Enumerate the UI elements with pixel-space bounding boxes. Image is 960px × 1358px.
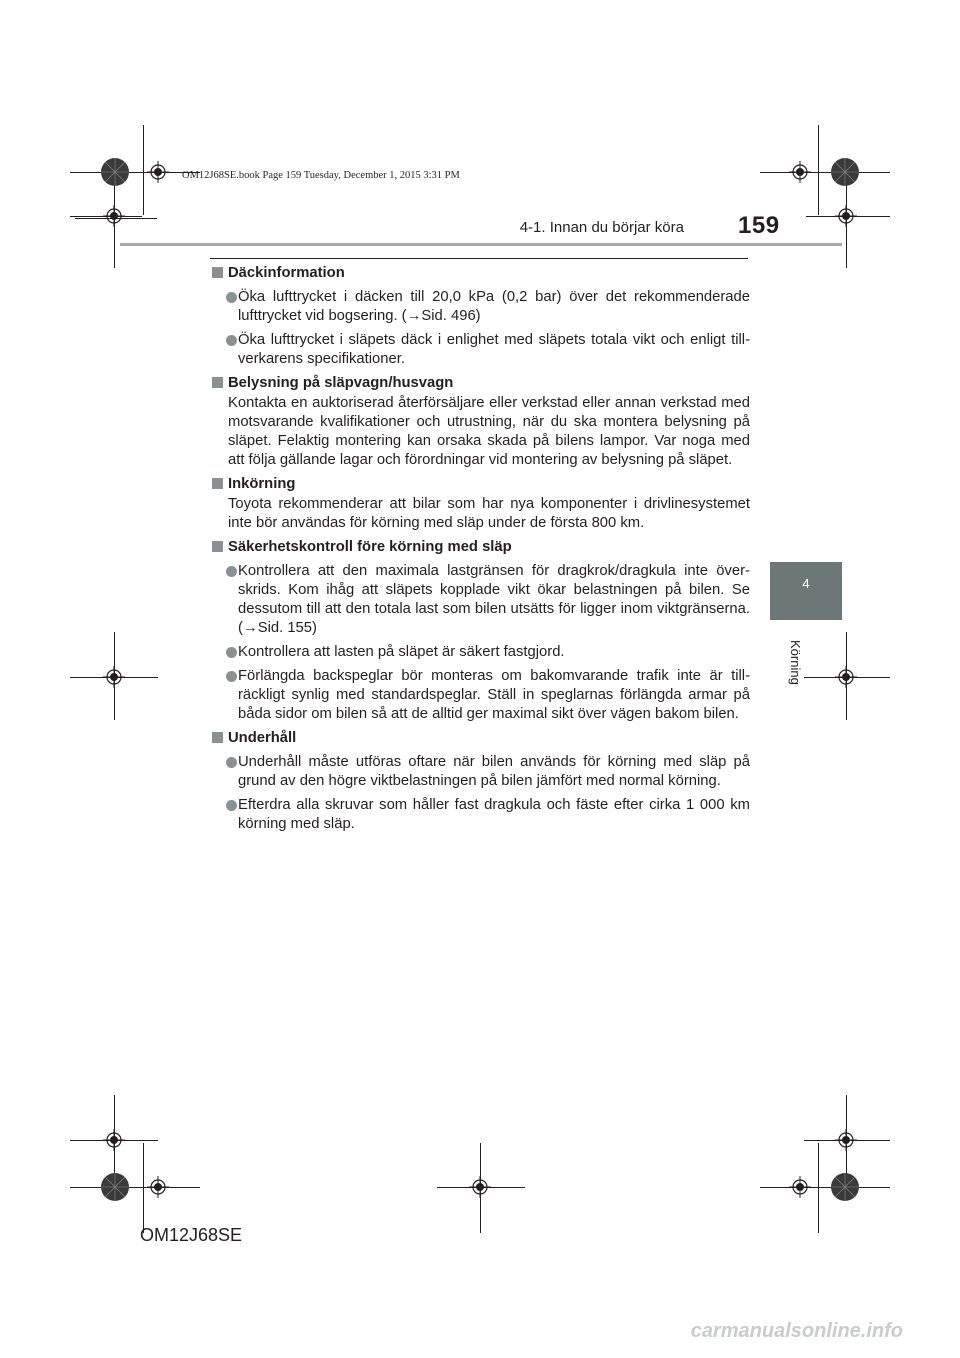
registration-target-icon (103, 666, 125, 688)
section-heading (210, 264, 750, 283)
bullet-text: Öka lufttrycket i släpets däck i enlighet med släpets totala vikt och enligt till-verkarens specifikationer. (238, 332, 750, 367)
circle-bullet-icon (226, 335, 237, 346)
registration-target-icon (147, 1176, 169, 1198)
page-content (210, 264, 750, 834)
chapter-number: 4 (802, 576, 810, 591)
circle-bullet-icon (226, 292, 237, 303)
circle-bullet-icon (226, 800, 237, 811)
square-bullet-icon (212, 732, 223, 743)
registration-target-icon (103, 205, 125, 227)
bullet-item (210, 753, 750, 791)
bullet-item (210, 667, 750, 724)
registration-target-icon (469, 1176, 491, 1198)
paragraph: Kontakta en auktoriserad återförsäljare eller verkstad eller annan verkstad med motsvarande kvalifikationer och utrustning, när du ska montera belysning på släpet. Felaktig montering kan orsaka skada på bilens lampor. Var noga med att följa gällande lagar och förordningar vid montering av belysning på släpet. (228, 395, 750, 468)
section-heading (210, 475, 750, 494)
square-bullet-icon (212, 267, 223, 278)
section-heading-text: Belysning på släpvagn/husvagn (228, 375, 454, 391)
registration-target-icon (835, 666, 857, 688)
registration-sunburst-icon (100, 157, 130, 187)
section-title: 4-1. Innan du börjar köra (519, 219, 684, 236)
paragraph: Toyota rekommenderar att bilar som har nya komponenter i drivlinesystemet inte bör användas för körning med släp under de första 800 km. (228, 496, 750, 531)
bullet-item (210, 288, 750, 326)
registration-target-icon (835, 205, 857, 227)
square-bullet-icon (212, 478, 223, 489)
registration-sunburst-icon (830, 157, 860, 187)
registration-target-icon (789, 161, 811, 183)
bullet-text: Kontrollera att lasten på släpet är säkert fastgjord. (238, 644, 565, 660)
circle-bullet-icon (226, 566, 237, 577)
circle-bullet-icon (226, 671, 237, 682)
bullet-text: Efterdra alla skruvar som håller fast dragkula och fäste efter cirka 1 000 km körning med släp. (238, 797, 750, 832)
circle-bullet-icon (226, 647, 237, 658)
chapter-tab (770, 562, 842, 620)
bullet-item (210, 331, 750, 369)
section-heading-text: Underhåll (228, 730, 297, 746)
section-heading (210, 729, 750, 748)
square-bullet-icon (212, 377, 223, 388)
watermark: carmanualsonline.info (690, 1320, 903, 1342)
bullet-item (210, 562, 750, 638)
header-rule (120, 243, 842, 246)
bullet-text: Kontrollera att den maximala lastgränsen för dragkrok/dragkula inte över-skrids. Kom ihåg att släpets kopplade vikt ökar belastningen på bilen. Se dessutom till att den totala last som bilen utsätts för ligger inom viktgränserna. (→Sid. 155) (238, 563, 750, 636)
section-heading-text: Inkörning (228, 476, 296, 492)
registration-target-icon (147, 161, 169, 183)
bullet-text: Förlängda backspeglar bör monteras om bakomvarande trafik inte är till-räckligt synlig med standardspeglar. Ställ in speglarnas förlängda armar på båda sidor om bilen så att de alltid ger maximal sikt över vägen bakom bilen. (238, 668, 750, 722)
section-heading-text: Säkerhetskontroll före körning med släp (228, 539, 512, 555)
bullet-item (210, 643, 750, 662)
chapter-label: Körning (788, 640, 803, 685)
registration-sunburst-icon (100, 1172, 130, 1202)
manual-code: OM12J68SE (140, 1225, 243, 1245)
square-bullet-icon (212, 541, 223, 552)
circle-bullet-icon (226, 757, 237, 768)
section-heading-text: Däckinformation (228, 265, 345, 281)
registration-target-icon (835, 1129, 857, 1151)
bullet-item (210, 796, 750, 834)
bullet-text: Underhåll måste utföras oftare när bilen används för körning med släp på grund av den högre viktbelastningen på bilen jämfört med normal körning. (238, 754, 750, 789)
bullet-text: Öka lufttrycket i däcken till 20,0 kPa (0,2 bar) över det rekommenderade lufttrycket vid bogsering. (→Sid. 496) (238, 289, 750, 324)
registration-target-icon (789, 1176, 811, 1198)
section-heading (210, 538, 750, 557)
registration-target-icon (103, 1129, 125, 1151)
page-number: 159 (738, 212, 780, 239)
registration-sunburst-icon (830, 1172, 860, 1202)
print-info: OM12J68SE.book Page 159 Tuesday, December 1, 2015 3:31 PM (182, 170, 460, 181)
content-divider (210, 258, 748, 259)
section-heading (210, 374, 750, 393)
